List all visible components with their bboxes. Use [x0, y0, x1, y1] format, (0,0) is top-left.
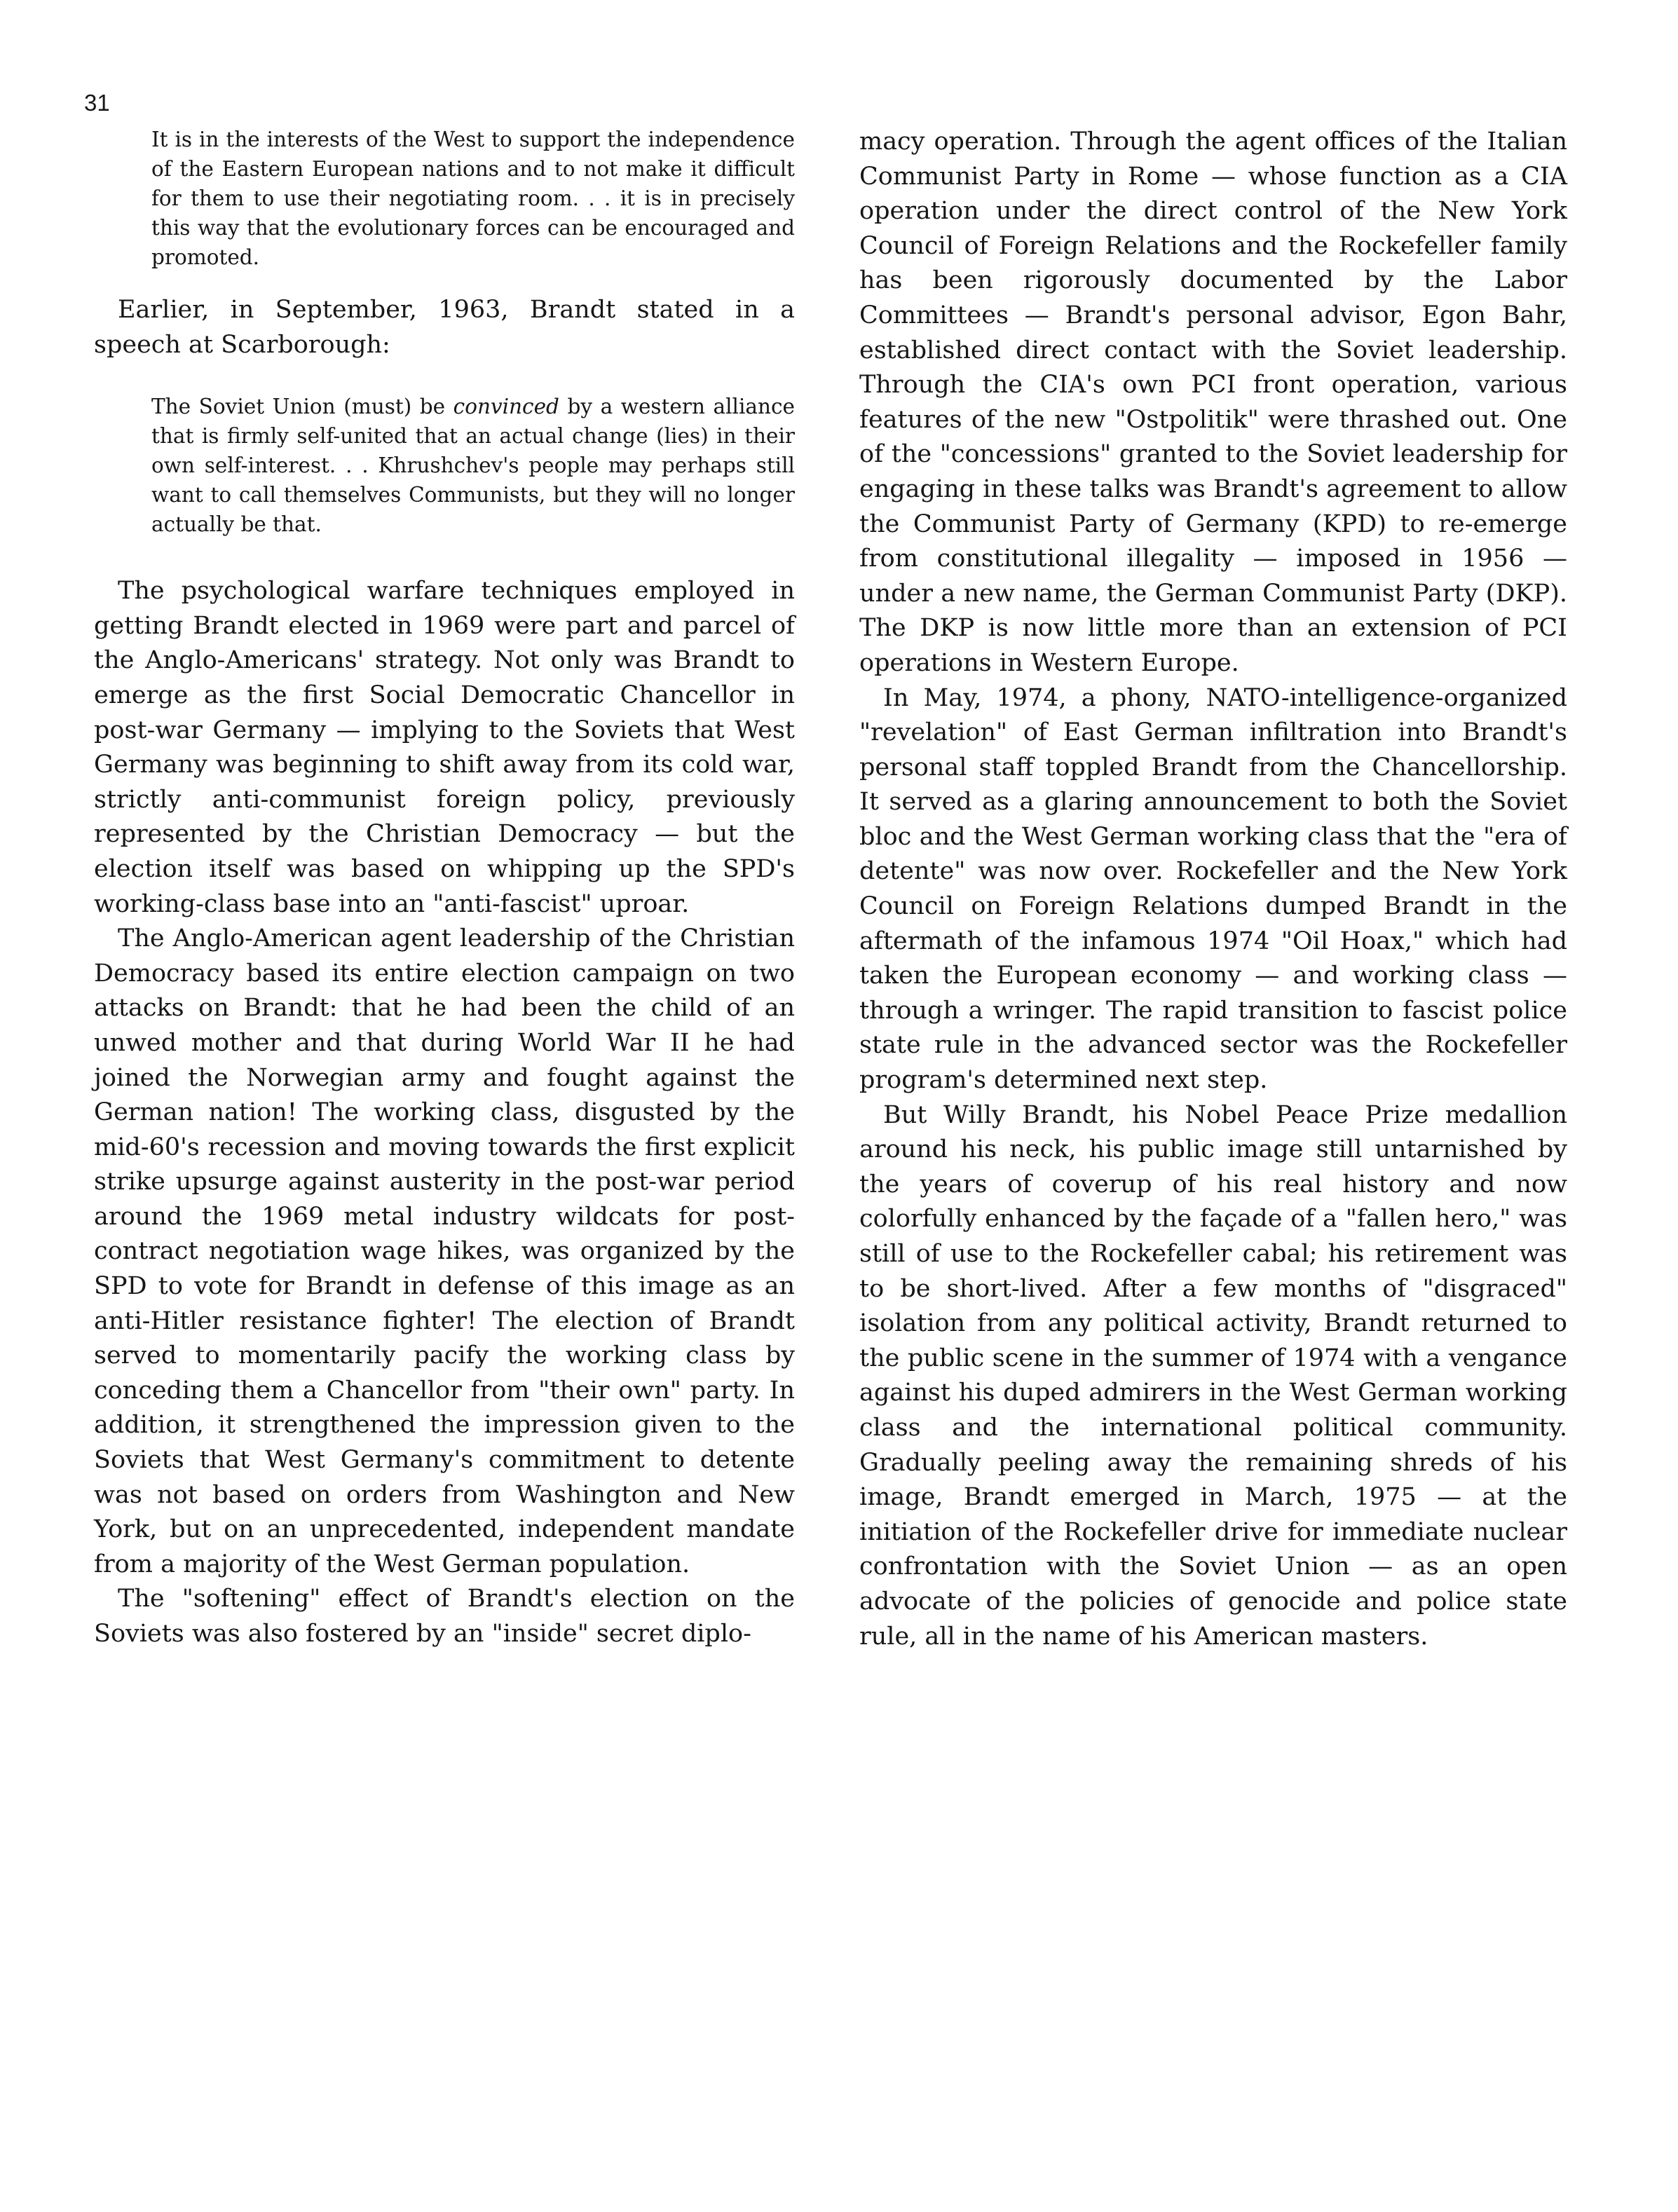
page-number: 31 [84, 90, 110, 116]
left-column [94, 125, 795, 1652]
block-quote [94, 392, 795, 539]
block-quote: It is in the interests of the West to support the independence of the Eastern European nations and to not make it difficult for them to use their negotiating room. . . it is in precisely this way that the evolutionary forces can be encouraged and promoted. [151, 128, 795, 269]
paragraph: In May, 1974, a phony, NATO-intelligence-organized "revelation" of East German infiltration into Brandt's personal staff toppled Brandt from the Chancellorship. It served as a glaring announcement to both the Soviet bloc and the West German working class that the "era of detente" was now over. Rockefeller and the New York Council on Foreign Relations dumped Brandt in the aftermath of the infamous 1974 "Oil Hoax," which had taken the European economy — and working class — through a wringer. The rapid transition to fascist police state rule in the advanced sector was the Rockefeller program's determined next step. [859, 683, 1567, 1095]
paragraph: macy operation. Through the agent offices of the Italian Communist Party in Rome — whose function as a CIA operation under the direct control of the New York Council of Foreign Relations and the Rockefeller family has been rigorously documented by the Labor Committees — Brandt's personal advisor, Egon Bahr, established direct contact with the Soviet leadership. Through the CIA's own PCI front operation, various features of the new "Ostpolitik" were thrashed out. One of the "concessions" granted to the Soviet leadership for engaging in these talks was Brandt's agreement to allow the Communist Party of Germany (KPD) to re-emerge from constitutional illegality — imposed in 1956 — under a new name, the German Communist Party (DKP). The DKP is now little more than an extension of PCI operations in Western Europe. [859, 128, 1567, 677]
right-column [859, 125, 1567, 1654]
paragraph: But Willy Brandt, his Nobel Peace Prize medallion around his neck, his public image still untarnished by the years of coverup of his real history and now colorfully enhanced by the façade of a "fallen hero," was still of use to the Rockefeller cabal; his retirement was to be short-lived. After a few months of "disgraced" isolation from any political activity, Brandt returned to the public scene in the summer of 1974 with a vengance against his duped admirers in the West German working class and the international political community. Gradually peeling away the remaining shreds of his image, Brandt emerged in March, 1975 — at the initiation of the Rockefeller drive for immediate nuclear confrontation with the Soviet Union — as an open advocate of the policies of genocide and police state rule, all in the name of his American masters. [859, 1100, 1567, 1651]
paragraph: Earlier, in September, 1963, Brandt stated in a speech at Scarborough: [94, 296, 795, 359]
quote-text: The Soviet Union (must) be [151, 395, 453, 419]
emphasis: convinced [453, 395, 559, 419]
paragraph: The "softening" effect of Brandt's election on the Soviets was also fostered by an "inside" secret diplo- [94, 1585, 795, 1648]
paragraph: The Anglo-American agent leadership of the Christian Democracy based its entire election campaign on two attacks on Brandt: that he had been the child of an unwed mother and that during World War II he had joined the Norwegian army and fought against the German nation! The working class, disgusted by the mid-60's recession and moving towards the first explicit strike upsurge against austerity in the post-war period around the 1969 metal industry wildcats for post-contract negotiation wage hikes, was organized by the SPD to vote for Brandt in defense of this image as an anti-Hitler resistance fighter! The election of Brandt served to momentarily pacify the working class by conceding them a Chancellor from "their own" party. In addition, it strengthened the impression given to the Soviets that West Germany's commitment to detente was not based on orders from Washington and New York, but on an unprecedented, independent mandate from a majority of the West German population. [94, 924, 795, 1578]
paragraph: The psychological warfare techniques employed in getting Brandt elected in 1969 were part and parcel of the Anglo-Americans' strategy. Not only was Brandt to emerge as the first Social Democratic Chancellor in post-war Germany — implying to the Soviets that West Germany was beginning to shift away from its cold war, strictly anti-communist foreign policy, previously represented by the Christian Democracy — but the election itself was based on whipping up the SPD's working-class base into an "anti-fascist" uproar. [94, 577, 795, 918]
quote-text: by a western alliance that is firmly self-united that an actual change (lies) in their own self-interest. . . Khrushchev's people may perhaps still want to call themselves Communists, but they will no longer actually be that. [151, 395, 795, 537]
